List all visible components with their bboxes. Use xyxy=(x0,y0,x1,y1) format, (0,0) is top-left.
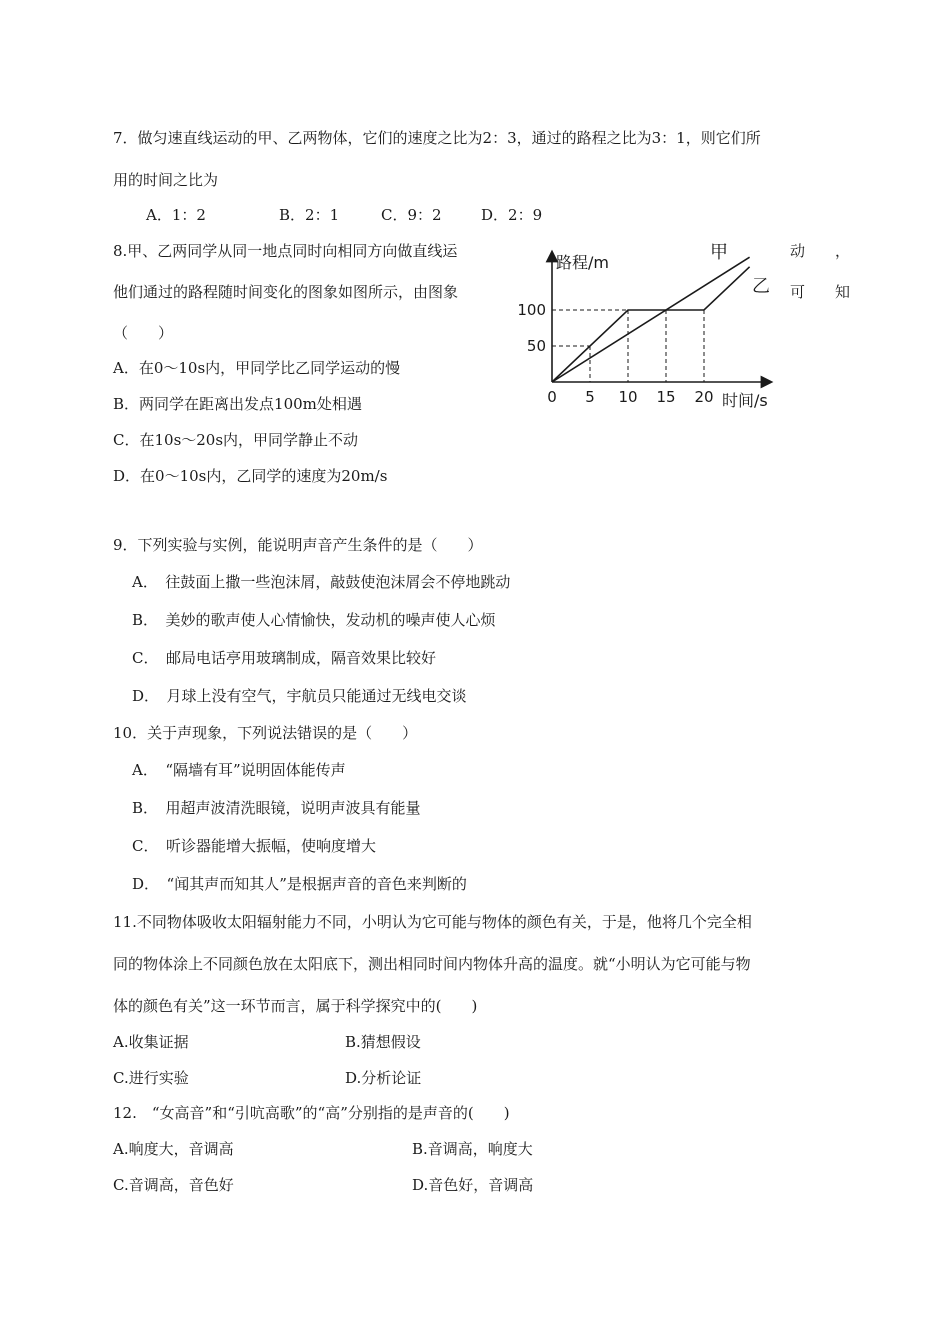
q8-stem-line1-tail: 动 ， xyxy=(790,242,851,260)
q7-stem-line2: 用的时间之比为 xyxy=(113,171,219,189)
q10-stem: 10．关于声现象，下列说法错误的是（ ） xyxy=(113,724,418,742)
q8-option-a: A．在0～10s内，甲同学比乙同学运动的慢 xyxy=(113,359,401,377)
q7-option-a: A．1：2 xyxy=(146,206,206,224)
q10-option-a: A． “隔墙有耳”说明固体能传声 xyxy=(132,761,346,779)
q11-option-d: D.分析论证 xyxy=(345,1069,422,1087)
q12-option-b: B.音调高，响度大 xyxy=(412,1140,533,1158)
q9-stem: 9．下列实验与实例，能说明声音产生条件的是（ ） xyxy=(113,536,483,554)
q11-stem-line2: 同的物体涂上不同颜色放在太阳底下，测出相同时间内物体升高的温度。就“小明认为它可能与物 xyxy=(113,955,751,973)
q7-option-b: B．2：1 xyxy=(279,206,340,224)
q8-option-c: C．在10s～20s内，甲同学静止不动 xyxy=(113,431,359,449)
x-tick-label-5: 5 xyxy=(585,388,595,406)
q8-stem-line2: 他们通过的路程随时间变化的图象如图所示，由图象 xyxy=(113,283,459,301)
y-tick-label-100: 100 xyxy=(517,301,546,319)
q11-stem-line3: 体的颜色有关”这一环节而言，属于科学探究中的( ) xyxy=(113,997,478,1015)
q12-option-d: D.音色好，音调高 xyxy=(412,1176,534,1194)
series-line-straight xyxy=(552,257,750,382)
series-label-jia: 甲 xyxy=(710,242,728,263)
q7-option-d: D．2：9 xyxy=(481,206,543,224)
q8-stem-line2-tail: 可 知 xyxy=(790,283,851,301)
x-tick-label-10: 10 xyxy=(618,388,638,406)
q12-stem: 12. “女高音”和“引吭高歌”的“高”分别指的是声音的( ) xyxy=(113,1104,510,1122)
q8-answer-bracket: （ ） xyxy=(113,324,174,342)
q9-option-b: B． 美妙的歌声使人心情愉快，发动机的噪声使人心烦 xyxy=(132,611,496,629)
q10-option-b: B． 用超声波清洗眼镜，说明声波具有能量 xyxy=(132,799,421,817)
q9-option-c: C． 邮局电话亭用玻璃制成，隔音效果比较好 xyxy=(132,649,436,667)
q10-option-d: D． “闻其声而知其人”是根据声音的音色来判断的 xyxy=(132,875,467,893)
q11-option-b: B.猜想假设 xyxy=(345,1033,421,1051)
q10-option-c: C． 听诊器能增大振幅，使响度增大 xyxy=(132,837,376,855)
series-line-yi-stepped xyxy=(552,267,750,382)
q7-stem-line1: 7．做匀速直线运动的甲、乙两物体，它们的速度之比为2：3，通过的路程之比为3：1，则它们所 xyxy=(113,129,761,147)
q9-option-a: A． 往鼓面上撒一些泡沫屑，敲鼓使泡沫屑会不停地跳动 xyxy=(132,573,511,591)
x-tick-label-0: 0 xyxy=(547,388,557,406)
x-tick-label-15: 15 xyxy=(656,388,676,406)
distance-time-graph xyxy=(512,236,782,416)
q11-stem-line1: 11.不同物体吸收太阳辐射能力不同，小明认为它可能与物体的颜色有关，于是，他将几个完全相 xyxy=(113,913,752,931)
series-label-yi: 乙 xyxy=(752,276,770,297)
q9-option-d: D． 月球上没有空气，宇航员只能通过无线电交谈 xyxy=(132,687,467,705)
q7-option-c: C．9：2 xyxy=(381,206,442,224)
y-axis-label: 路程/m xyxy=(556,253,609,272)
x-axis-label: 时间/s xyxy=(722,391,768,410)
q11-option-a: A.收集证据 xyxy=(113,1033,189,1051)
x-tick-label-20: 20 xyxy=(694,388,714,406)
q8-option-b: B．两同学在距离出发点100m处相遇 xyxy=(113,395,362,413)
q8-stem-line1: 8.甲、乙两同学从同一地点同时向相同方向做直线运 xyxy=(113,242,458,260)
q12-option-a: A.响度大，音调高 xyxy=(113,1140,234,1158)
q8-option-d: D．在0～10s内，乙同学的速度为20m/s xyxy=(113,467,388,485)
q12-option-c: C.音调高，音色好 xyxy=(113,1176,234,1194)
q11-option-c: C.进行实验 xyxy=(113,1069,189,1087)
y-tick-label-50: 50 xyxy=(526,337,546,355)
